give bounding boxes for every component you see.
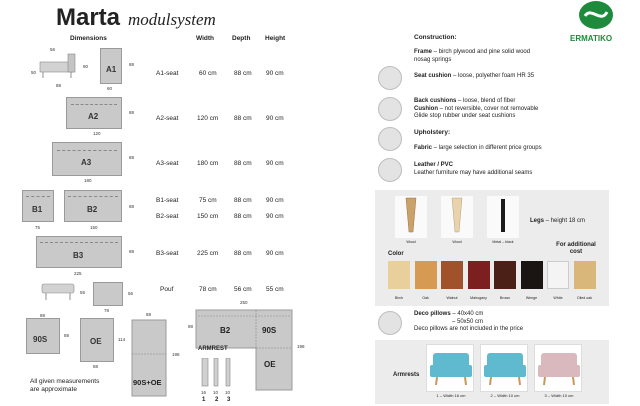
armrest-label: ARMREST	[198, 346, 228, 352]
header-depth: Depth	[232, 35, 251, 42]
color-swatch-label: Mahogany	[470, 296, 487, 300]
header-height: Height	[265, 35, 286, 42]
armrest-drawing	[200, 358, 240, 394]
armrest-option-3	[534, 344, 582, 392]
corner-90s-oe-module: 90S+OE	[130, 318, 168, 398]
color-label: Color	[388, 251, 404, 257]
pouf-side-drawing	[40, 282, 76, 302]
header-dimensions: Dimensions	[70, 35, 107, 42]
back-cushion-icon	[378, 97, 402, 121]
seat-cushion-text: Seat cushion – loose, polyether foam HR 35	[414, 73, 535, 79]
color-swatch	[388, 261, 410, 289]
deco-pillow-icon	[378, 311, 402, 335]
color-swatch	[574, 261, 596, 289]
color-swatch-label: White	[553, 296, 563, 300]
corner-sofa-drawing: B2 90S OE	[194, 304, 294, 392]
leg-wood-2	[441, 196, 473, 238]
seat-cushion-icon	[378, 66, 402, 90]
color-swatch-label: Brown	[499, 296, 511, 300]
additional-cost-label: For additional cost	[556, 242, 596, 255]
armrest-option-label: 1 – Width 16 cm	[436, 393, 466, 398]
armrest-option-1	[426, 344, 474, 392]
leather-icon	[378, 158, 402, 182]
ermatiko-logo	[577, 0, 615, 30]
a1-module: A1	[100, 48, 122, 84]
deco-text: Deco pillows – 40x40 cm – 50x50 cm Deco pillows are not included in the price	[414, 311, 524, 332]
color-swatch-label: Birch	[394, 296, 404, 300]
footnote: All given measurements are approximate	[30, 378, 100, 393]
color-swatch-label: Walnut	[446, 296, 458, 300]
b1-module: B1	[22, 190, 54, 222]
color-swatch-label: Wenge	[525, 296, 538, 300]
a3-module: A3	[52, 142, 122, 176]
color-swatch	[521, 261, 543, 289]
color-swatch	[415, 261, 437, 289]
pouf-module	[93, 282, 123, 306]
color-swatch-label: Oak	[422, 296, 429, 300]
armrest-option-2	[480, 344, 528, 392]
b3-module: B3	[36, 236, 122, 268]
leg-wood-1	[395, 196, 427, 238]
a2-module: A2	[66, 97, 122, 129]
color-swatch	[494, 261, 516, 289]
armrest-option-label: 2 – Width 10 cm	[490, 393, 520, 398]
header-width: Width	[196, 35, 214, 42]
color-swatch	[468, 261, 490, 289]
armrest-option-label: 3 – Width 10 cm	[544, 393, 574, 398]
color-swatch	[547, 261, 569, 289]
product-title: Marta	[56, 4, 121, 31]
color-swatch	[441, 261, 463, 289]
product-subtitle: modulsystem	[128, 10, 216, 29]
brand-name: ERMATIKO	[570, 34, 613, 43]
fabric-text: Fabric – large selection in different price groups	[414, 145, 542, 151]
corner-90s-module: 90S	[26, 318, 60, 354]
leg-metal-black	[487, 196, 519, 238]
frame-text: Frame – birch plywood and pine solid wood nosag springs	[414, 49, 531, 63]
color-swatch-label: Oiled oak	[576, 296, 593, 300]
construction-heading: Construction:	[414, 34, 457, 41]
b2-module: B2	[64, 190, 122, 222]
a1-side-drawing	[38, 52, 80, 80]
back-cushion-text: Back cushions – loose, blend of fiber Cushion – not reversible, cover not removable Glide stop rubber under seat cushions	[414, 98, 539, 119]
armrests-label: Armrests	[393, 372, 420, 378]
upholstery-icon	[378, 127, 402, 151]
oe-module: OE	[80, 318, 114, 362]
legs-text: Legs – height 18 cm	[530, 218, 586, 224]
leather-text: Leather / PVC Leather furniture may have additional seams	[414, 162, 533, 176]
